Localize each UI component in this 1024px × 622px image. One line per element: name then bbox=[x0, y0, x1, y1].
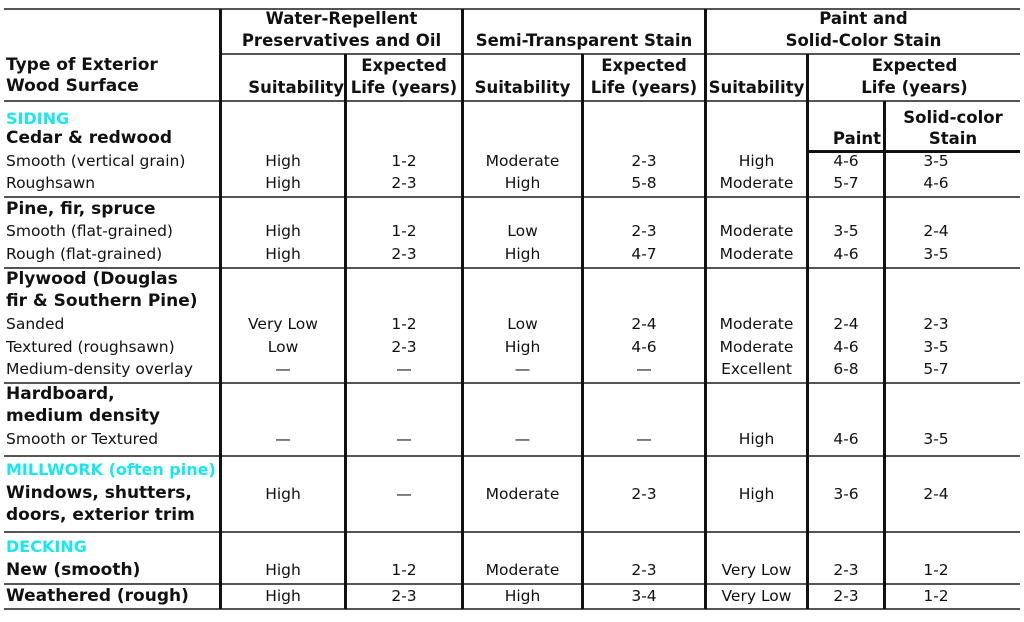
cell-p-suit: Moderate bbox=[719, 338, 794, 356]
cell-st-life: 2-4 bbox=[631, 315, 657, 333]
cell-st-life: 5-8 bbox=[631, 174, 657, 192]
subheader-paint-suitability: Suitability bbox=[708, 78, 805, 97]
row-label: Sanded bbox=[6, 315, 65, 333]
cell-st-life: — bbox=[636, 360, 652, 378]
cell-wr-suit: High bbox=[265, 222, 301, 240]
group-label: Plywood (Douglas bbox=[6, 269, 178, 289]
cell-st-suit: High bbox=[504, 245, 541, 263]
cell-st-suit: — bbox=[514, 430, 531, 448]
cell-p-suit: High bbox=[738, 430, 775, 448]
cell-wr-suit: High bbox=[265, 587, 301, 605]
cell-p-suit: Moderate bbox=[719, 222, 794, 240]
cell-paint: 4-6 bbox=[833, 245, 859, 263]
cell-wr-suit: High bbox=[265, 561, 301, 579]
cell-st-life: 2-3 bbox=[631, 485, 657, 503]
subheader-solid-color-stain bbox=[886, 107, 1020, 149]
cell-p-suit: Very Low bbox=[721, 587, 792, 605]
cell-wr-suit: High bbox=[265, 152, 301, 170]
cell-st-life: 2-3 bbox=[631, 561, 657, 579]
cell-solid: 2-4 bbox=[923, 485, 949, 503]
rule-section bbox=[4, 455, 1020, 457]
subheader-st-suitability: Suitability bbox=[474, 78, 571, 97]
cell-wr-life: 2-3 bbox=[391, 338, 417, 356]
subheader-line: Expected bbox=[361, 56, 447, 75]
group-label: fir & Southern Pine) bbox=[6, 291, 198, 311]
cell-wr-life: 1-2 bbox=[391, 315, 417, 333]
cell-st-life: 2-3 bbox=[631, 222, 657, 240]
cell-solid: 2-4 bbox=[923, 222, 949, 240]
cell-wr-life: — bbox=[396, 485, 412, 503]
col-divider bbox=[219, 9, 222, 609]
cell-p-suit: Moderate bbox=[719, 245, 794, 263]
row-label: Medium-density overlay bbox=[6, 360, 193, 378]
subheader-wr-suitability: Suitability bbox=[248, 78, 344, 97]
category-label: SIDING bbox=[6, 109, 70, 128]
cell-st-suit: Low bbox=[507, 315, 538, 333]
cell-wr-suit: — bbox=[275, 430, 291, 448]
rule-section bbox=[4, 196, 1020, 198]
subheader-line: Life (years) bbox=[861, 78, 968, 97]
cell-solid: 3-5 bbox=[923, 430, 949, 448]
cell-solid: 1-2 bbox=[923, 561, 949, 579]
cell-wr-suit: Low bbox=[267, 338, 299, 356]
cell-p-suit: High bbox=[738, 152, 775, 170]
rule-section bbox=[4, 382, 1020, 384]
cell-wr-life: — bbox=[396, 360, 412, 378]
group-header-semi-transparent bbox=[464, 30, 704, 52]
cell-paint: 6-8 bbox=[833, 360, 859, 378]
rule-header-bottom bbox=[4, 100, 1020, 102]
row-label: doors, exterior trim bbox=[6, 505, 195, 525]
subheader-line: Expected bbox=[871, 56, 958, 75]
row-label: Weathered (rough) bbox=[6, 586, 189, 606]
group-header-line: Water-Repellent bbox=[265, 9, 418, 28]
cell-wr-life: 1-2 bbox=[391, 561, 417, 579]
row-label: Windows, shutters, bbox=[6, 483, 192, 503]
cell-solid: 1-2 bbox=[923, 587, 949, 605]
cell-solid: 3-5 bbox=[923, 245, 949, 263]
subheader-paint-expected-life bbox=[809, 55, 1020, 99]
cell-st-suit: High bbox=[504, 338, 541, 356]
row-label: Smooth (flat-grained) bbox=[6, 222, 173, 240]
cell-paint: 3-5 bbox=[833, 222, 859, 240]
subheader-line: Expected bbox=[601, 56, 687, 75]
cell-p-suit: High bbox=[738, 485, 775, 503]
col-divider bbox=[704, 9, 707, 609]
group-label: medium density bbox=[6, 406, 160, 426]
cell-wr-suit: High bbox=[265, 485, 301, 503]
col-divider bbox=[461, 9, 464, 609]
cell-p-suit: Very Low bbox=[721, 561, 792, 579]
row-label: Textured (roughsawn) bbox=[6, 338, 175, 356]
group-label: Cedar & redwood bbox=[6, 128, 173, 148]
cell-st-suit: Low bbox=[507, 222, 538, 240]
cell-st-suit: Moderate bbox=[485, 561, 560, 579]
subheader-line: Solid-color bbox=[903, 108, 1003, 127]
cell-wr-life: — bbox=[396, 430, 412, 448]
row-header-line: Type of Exterior bbox=[6, 55, 158, 75]
row-label: Smooth (vertical grain) bbox=[6, 152, 186, 170]
row-header-line: Wood Surface bbox=[6, 76, 139, 96]
group-label: Pine, fir, spruce bbox=[6, 199, 156, 219]
cell-st-life: — bbox=[636, 430, 652, 448]
cell-paint: 2-4 bbox=[833, 315, 859, 333]
rule-bottom bbox=[4, 608, 1020, 610]
cell-solid: 3-5 bbox=[923, 338, 949, 356]
cell-paint: 2-3 bbox=[833, 561, 859, 579]
cell-solid: 4-6 bbox=[923, 174, 949, 192]
cell-st-life: 4-7 bbox=[631, 245, 657, 263]
rule-section bbox=[4, 531, 1020, 533]
cell-wr-life: 1-2 bbox=[391, 152, 417, 170]
cell-paint: 2-3 bbox=[833, 587, 859, 605]
cell-st-suit: Moderate bbox=[485, 485, 560, 503]
subheader-line: Life (years) bbox=[350, 78, 458, 97]
cell-wr-suit: High bbox=[265, 245, 301, 263]
cell-st-life: 4-6 bbox=[631, 338, 657, 356]
cell-wr-suit: Very Low bbox=[248, 315, 318, 333]
group-header-water-repellent bbox=[222, 8, 461, 52]
row-label: Smooth or Textured bbox=[6, 430, 159, 448]
row-label: New (smooth) bbox=[6, 560, 141, 580]
category-label: MILLWORK (often pine) bbox=[6, 460, 216, 479]
subheader-paint: Paint bbox=[832, 129, 881, 148]
group-header-line: Paint and bbox=[819, 9, 908, 28]
cell-paint: 5-7 bbox=[833, 174, 859, 192]
cell-p-suit: Excellent bbox=[721, 360, 792, 378]
cell-st-life: 3-4 bbox=[631, 587, 657, 605]
subheader-line: Stain bbox=[928, 129, 978, 148]
cell-p-suit: Moderate bbox=[719, 315, 794, 333]
category-label: DECKING bbox=[6, 537, 87, 556]
cell-solid: 3-5 bbox=[923, 152, 949, 170]
row-label: Roughsawn bbox=[6, 174, 96, 192]
cell-paint: 4-6 bbox=[833, 152, 859, 170]
cell-paint: 4-6 bbox=[833, 338, 859, 356]
row-header-label bbox=[6, 55, 158, 97]
subheader-st-expected-life bbox=[584, 55, 704, 99]
cell-wr-life: 2-3 bbox=[391, 587, 417, 605]
group-label: Hardboard, bbox=[6, 384, 115, 404]
cell-st-suit: High bbox=[504, 174, 541, 192]
cell-st-life: 2-3 bbox=[631, 152, 657, 170]
cell-wr-life: 1-2 bbox=[391, 222, 417, 240]
cell-wr-suit: High bbox=[265, 174, 301, 192]
cell-st-suit: High bbox=[504, 587, 541, 605]
group-header-line: Semi-Transparent Stain bbox=[475, 31, 693, 50]
cell-wr-life: 2-3 bbox=[391, 245, 417, 263]
cell-wr-suit: — bbox=[275, 360, 291, 378]
cell-solid: 2-3 bbox=[923, 315, 949, 333]
cell-st-suit: — bbox=[514, 360, 531, 378]
cell-paint: 4-6 bbox=[833, 430, 859, 448]
group-header-paint bbox=[707, 8, 1020, 52]
subheader-wr-expected-life bbox=[347, 55, 461, 99]
cell-solid: 5-7 bbox=[923, 360, 949, 378]
group-header-line: Preservatives and Oil bbox=[241, 31, 442, 50]
cell-st-suit: Moderate bbox=[485, 152, 560, 170]
group-header-line: Solid-Color Stain bbox=[785, 31, 942, 50]
cell-p-suit: Moderate bbox=[719, 174, 794, 192]
cell-wr-life: 2-3 bbox=[391, 174, 417, 192]
cell-paint: 3-6 bbox=[833, 485, 859, 503]
subheader-line: Life (years) bbox=[590, 78, 698, 97]
row-label: Rough (flat-grained) bbox=[6, 245, 163, 263]
